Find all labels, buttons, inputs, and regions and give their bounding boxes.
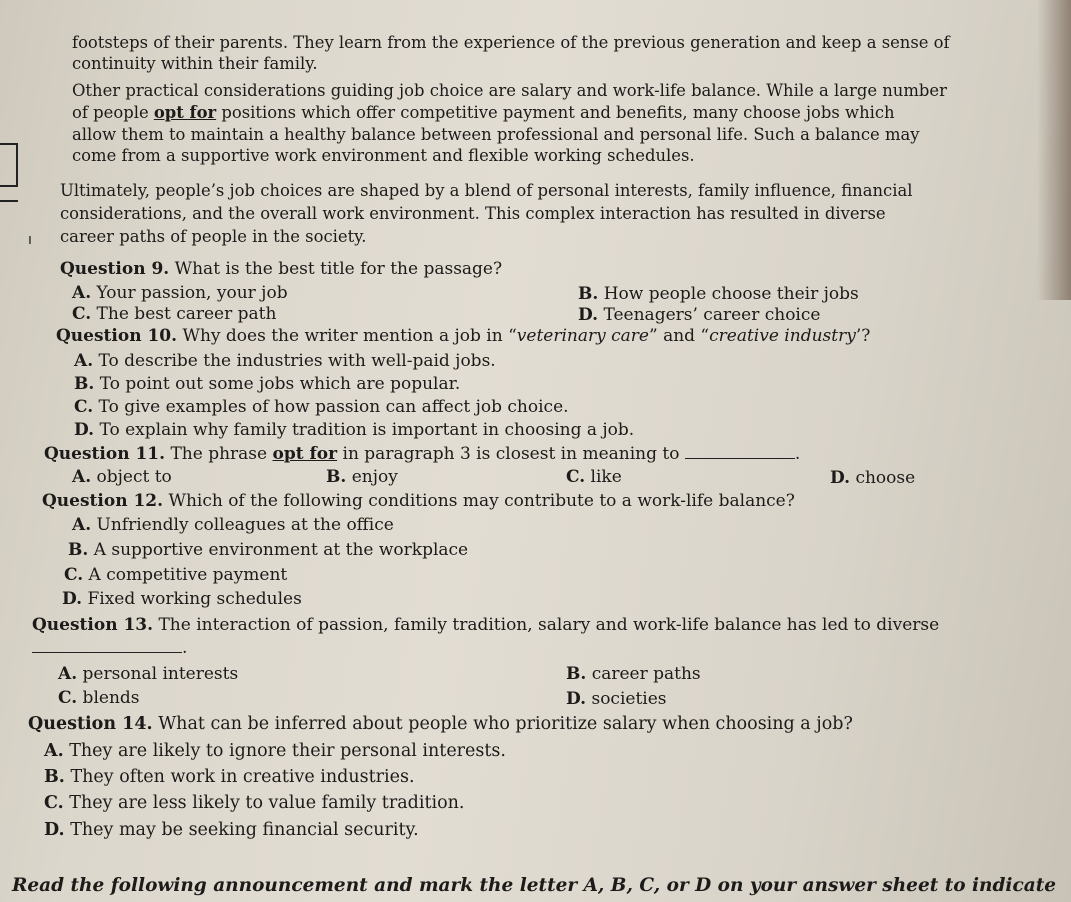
- option-text: To point out some jobs which are popular.: [94, 374, 461, 394]
- question-text: What is the best title for the passage?: [169, 259, 503, 279]
- q10-option-a[interactable]: [74, 350, 496, 372]
- question-text: The phrase: [165, 444, 273, 464]
- option-letter: A.: [44, 741, 64, 761]
- option-text: They may be seeking financial security.: [64, 820, 419, 840]
- q14-option-a[interactable]: [44, 740, 506, 762]
- passage-line: allow them to maintain a healthy balance between professional and personal life. Such a balance may: [72, 125, 920, 144]
- option-text: career paths: [586, 664, 701, 684]
- answer-blank: [685, 444, 795, 459]
- margin-dash-mark: [0, 200, 18, 202]
- question-label: Question 9.: [60, 259, 170, 279]
- q14-option-c[interactable]: [44, 792, 464, 814]
- option-text: To give examples of how passion can affect job choice.: [93, 397, 569, 417]
- option-letter: B.: [326, 467, 347, 487]
- option-letter: A.: [74, 351, 94, 371]
- q11-option-c[interactable]: [566, 466, 622, 488]
- passage-text: of people: [72, 103, 154, 122]
- option-text: The best career path: [91, 304, 277, 324]
- question-label: Question 14.: [28, 714, 153, 734]
- option-text: societies: [586, 689, 667, 709]
- question-label: Question 12.: [42, 491, 164, 511]
- option-text: Unfriendly colleagues at the office: [91, 515, 394, 535]
- option-text: like: [585, 467, 622, 487]
- q13-option-a[interactable]: [58, 663, 238, 685]
- option-letter: C.: [72, 304, 92, 324]
- q13-option-b[interactable]: [566, 663, 701, 685]
- q10-option-b[interactable]: [74, 373, 460, 395]
- option-text: Your passion, your job: [91, 283, 288, 303]
- option-text: To describe the industries with well-paid jobs.: [93, 351, 496, 371]
- option-letter: B.: [74, 374, 95, 394]
- option-letter: B.: [44, 767, 65, 787]
- q9-option-a[interactable]: [72, 282, 288, 304]
- option-text: choose: [850, 468, 916, 488]
- option-letter: D.: [44, 820, 65, 840]
- question-13: [32, 614, 939, 636]
- q11-option-a[interactable]: [72, 466, 172, 488]
- question-11: [44, 443, 800, 465]
- option-text: object to: [91, 467, 172, 487]
- option-text: A supportive environment at the workplace: [88, 540, 469, 560]
- option-text: A competitive payment: [83, 565, 288, 585]
- option-text: Teenagers’ career choice: [598, 305, 821, 325]
- q10-option-d[interactable]: [74, 419, 634, 441]
- section-instruction: Read the following announcement and mark the letter A, B, C, or D on your answer sheet to indicate: [12, 875, 1057, 896]
- option-text: They often work in creative industries.: [64, 767, 415, 787]
- margin-tick-mark: ı: [28, 232, 32, 248]
- passage-line: Ultimately, people’s job choices are shaped by a blend of personal interests, family influence, financial: [60, 181, 913, 200]
- option-text: They are likely to ignore their personal interests.: [63, 741, 506, 761]
- question-text: ’?: [855, 326, 871, 346]
- q9-option-b[interactable]: [578, 283, 859, 305]
- passage-line: footsteps of their parents. They learn from the experience of the previous generation and keep a sense of: [72, 33, 950, 52]
- option-letter: C.: [58, 688, 78, 708]
- q12-option-c[interactable]: [64, 564, 287, 586]
- option-text: blends: [77, 688, 140, 708]
- q11-option-b[interactable]: [326, 466, 398, 488]
- question-text: Which of the following conditions may contribute to a work-life balance?: [163, 491, 795, 511]
- option-text: To explain why family tradition is important in choosing a job.: [94, 420, 635, 440]
- q14-option-d[interactable]: [44, 819, 419, 841]
- q12-option-a[interactable]: [72, 514, 394, 536]
- q14-option-b[interactable]: [44, 766, 415, 788]
- passage-line: come from a supportive work environment and flexible working schedules.: [72, 146, 695, 165]
- option-text: How people choose their jobs: [598, 284, 859, 304]
- question-label: Question 10.: [56, 326, 178, 346]
- q9-option-c[interactable]: [72, 303, 276, 325]
- passage-line: [72, 102, 895, 124]
- q11-option-d[interactable]: [830, 467, 915, 489]
- option-letter: C.: [566, 467, 586, 487]
- passage-line: Other practical considerations guiding job choice are salary and work-life balance. While a large number: [72, 81, 947, 100]
- question-10: [56, 325, 870, 347]
- q12-option-b[interactable]: [68, 539, 468, 561]
- question-text: ” and “: [648, 326, 710, 346]
- option-letter: C.: [64, 565, 84, 585]
- q12-option-d[interactable]: [62, 588, 302, 610]
- option-text: personal interests: [77, 664, 239, 684]
- question-text: What can be inferred about people who prioritize salary when choosing a job?: [152, 714, 853, 734]
- option-letter: D.: [74, 420, 95, 440]
- q9-option-d[interactable]: [578, 304, 820, 326]
- underlined-phrase: opt for: [153, 103, 217, 122]
- question-text: Why does the writer mention a job in “: [177, 326, 517, 346]
- passage-line: continuity within their family.: [72, 54, 318, 73]
- question-text: .: [794, 444, 801, 464]
- question-14: [28, 713, 853, 735]
- q13-option-d[interactable]: [566, 688, 667, 710]
- option-letter: A.: [72, 515, 92, 535]
- question-text-italic: creative industry: [709, 326, 856, 346]
- question-text: .: [182, 638, 188, 658]
- page-shadow-edge: [1037, 0, 1071, 300]
- option-letter: D.: [578, 305, 599, 325]
- option-text: They are less likely to value family tradition.: [63, 793, 465, 813]
- passage-line: career paths of people in the society.: [60, 227, 367, 246]
- question-text: in paragraph 3 is closest in meaning to: [337, 444, 685, 464]
- option-letter: C.: [74, 397, 94, 417]
- q10-option-c[interactable]: [74, 396, 569, 418]
- question-9: [60, 258, 502, 280]
- passage-line: considerations, and the overall work environment. This complex interaction has resulted in diverse: [60, 204, 886, 223]
- option-letter: D.: [62, 589, 83, 609]
- option-letter: A.: [72, 283, 92, 303]
- question-text: The interaction of passion, family tradition, salary and work-life balance has led to diverse: [153, 615, 940, 635]
- option-letter: A.: [72, 467, 92, 487]
- question-13-blank-line: [32, 637, 187, 659]
- answer-blank: [32, 638, 182, 653]
- option-letter: B.: [566, 664, 587, 684]
- option-letter: B.: [68, 540, 89, 560]
- margin-bracket-mark: [0, 143, 18, 187]
- option-letter: A.: [58, 664, 78, 684]
- passage-text: positions which offer competitive payment and benefits, many choose jobs which: [216, 103, 895, 122]
- question-text-italic: veterinary care: [516, 326, 649, 346]
- option-letter: B.: [578, 284, 599, 304]
- question-12: [42, 490, 795, 512]
- option-letter: D.: [830, 468, 851, 488]
- option-text: Fixed working schedules: [82, 589, 302, 609]
- question-label: Question 11.: [44, 444, 166, 464]
- q13-option-c[interactable]: [58, 687, 140, 709]
- option-letter: D.: [566, 689, 587, 709]
- question-label: Question 13.: [32, 615, 154, 635]
- underlined-phrase: opt for: [272, 444, 338, 464]
- option-letter: C.: [44, 793, 64, 813]
- option-text: enjoy: [346, 467, 398, 487]
